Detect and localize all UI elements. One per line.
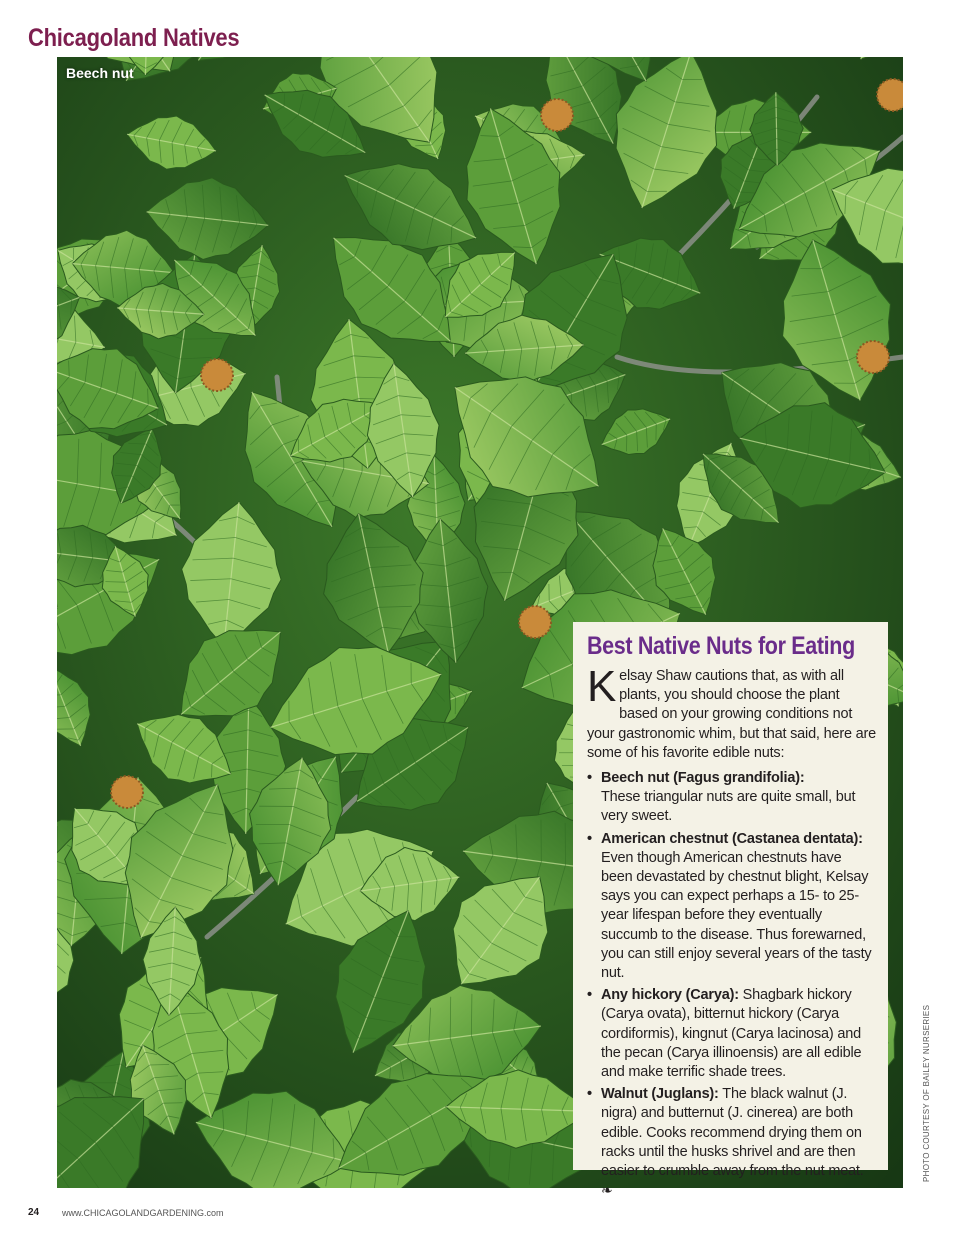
drop-cap: K bbox=[587, 662, 617, 711]
beech-nut-husk bbox=[201, 359, 233, 391]
item-description: Even though American chestnuts have been devastated by chestnut blight, Kelsay says you can expect perhaps a 15- to 25-year lifespan before they eventually succumb to the disease. Thus forewarned, you can still enjoy several years of the tasty nut. bbox=[601, 849, 872, 982]
footer-url: www.CHICAGOLANDGARDENING.com bbox=[62, 1208, 224, 1218]
intro-text: elsay Shaw cautions that, as with all plants, you should choose the plant based on your growing conditions not your gastronomic whim, but that said, here are some of his favorite edible nuts: bbox=[587, 668, 876, 761]
sidebar-title: Best Native Nuts for Eating bbox=[587, 632, 855, 660]
beech-nut-husk bbox=[541, 99, 573, 131]
sidebar-intro bbox=[587, 662, 876, 763]
beech-nut-husk bbox=[519, 606, 551, 638]
item-name: American chestnut (Castanea dentata): bbox=[601, 830, 863, 847]
nut-list bbox=[587, 769, 876, 1201]
photo-caption: Beech nut bbox=[66, 65, 134, 81]
bullet-icon: • bbox=[587, 1086, 592, 1103]
section-title: Chicagoland Natives bbox=[28, 24, 240, 52]
item-description: The black walnut (J. nigra) and butternut (J. cinerea) are both edible. Cooks recommend drying them on racks until the husks shrivel and are then easier to crumble away from the nut meat. bbox=[601, 1086, 864, 1180]
list-item bbox=[587, 830, 876, 984]
nuts-sidebar bbox=[573, 622, 888, 1199]
bullet-icon: • bbox=[587, 830, 592, 847]
bullet-icon: • bbox=[587, 987, 592, 1004]
list-item bbox=[587, 1085, 876, 1201]
beech-nut-husk bbox=[857, 341, 889, 373]
list-item bbox=[587, 986, 876, 1082]
end-mark-icon: ❧ bbox=[601, 1182, 613, 1199]
page-number: 24 bbox=[28, 1207, 40, 1218]
item-description: These triangular nuts are quite small, but very sweet. bbox=[601, 789, 856, 825]
item-description: Shagbark hickory (Carya ovata), bitternut hickory (Carya cordiformis), kingnut (Carya lacinosa) and the pecan (Carya illinoensis) are all edible and make terrific shade trees. bbox=[601, 987, 862, 1081]
bullet-icon: • bbox=[587, 770, 592, 787]
item-name: Beech nut (Fagus grandifolia): bbox=[601, 770, 805, 787]
item-name: Any hickory (Carya): bbox=[601, 987, 739, 1004]
list-item bbox=[587, 769, 876, 827]
beech-nut-husk bbox=[111, 776, 143, 808]
photo-credit: PHOTO COURTESY OF BAILEY NURSERIES bbox=[922, 1004, 931, 1182]
item-name: Walnut (Juglans): bbox=[601, 1086, 719, 1103]
